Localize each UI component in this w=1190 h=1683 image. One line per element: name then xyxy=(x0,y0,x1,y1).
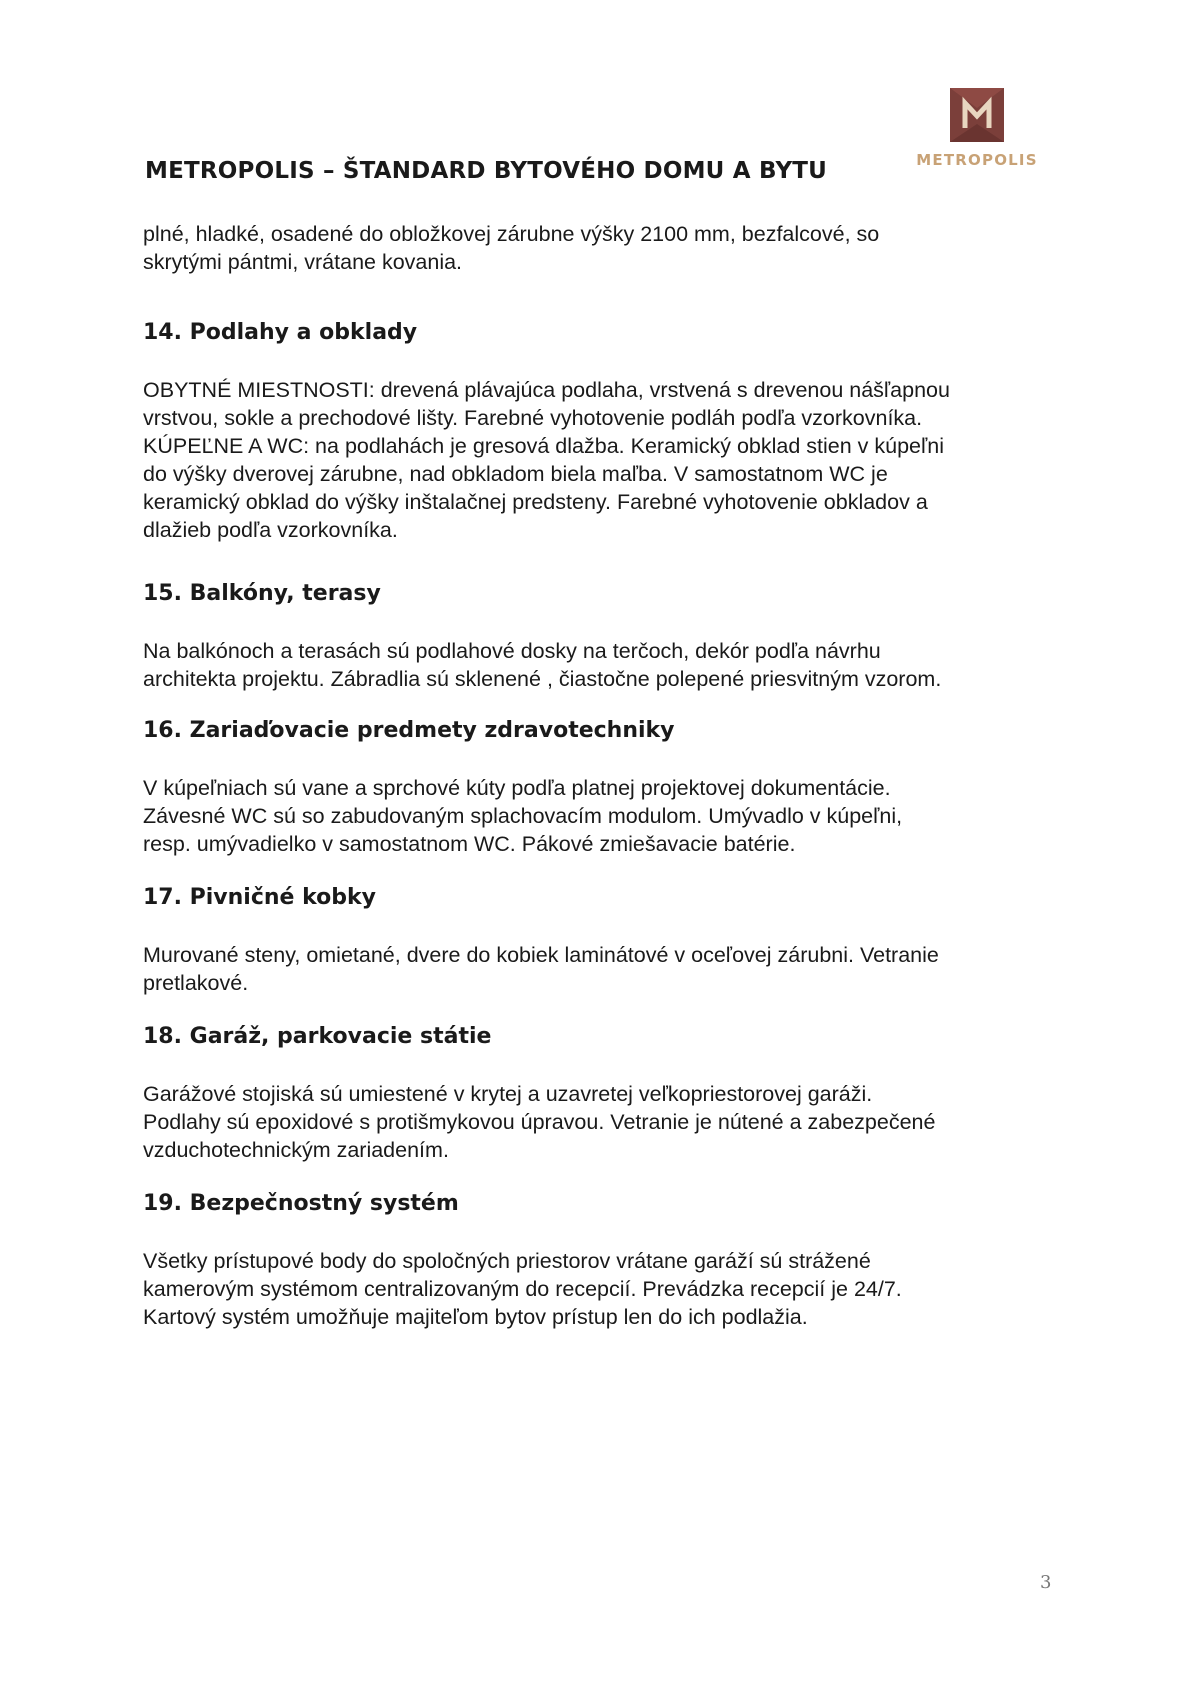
section-heading-14: 14. Podlahy a obklady xyxy=(143,320,418,345)
logo-m-icon xyxy=(950,88,1004,142)
intro-paragraph: plné, hladké, osadené do obložkovej zárubne výšky 2100 mm, bezfalcové, so skrytými pántmi, vrátane kovania. xyxy=(143,222,880,274)
section-text-14: OBYTNÉ MIESTNOSTI: drevená plávajúca podlaha, vrstvená s drevenou nášľapnou vrstvou, sokle a prechodové lišty. Farebné vyhotovenie podláh podľa vzorkovníka. KÚPEĽNE A WC: na podlahách je gresová dlažba. Keramický obklad stien v kúpeľni do výšky dverovej zárubne, nad obkladom biela maľba. V samostatnom WC je keramický obklad do výšky inštalačnej predsteny. Farebné vyhotovenie obkladov a dlažieb podľa vzorkovníka. xyxy=(143,378,950,542)
section-heading-18: 18. Garáž, parkovacie státie xyxy=(143,1024,492,1049)
section-text-15: Na balkónoch a terasách sú podlahové dosky na terčoch, dekór podľa návrhu architekta projektu. Zábradlia sú sklenené , čiastočne polepené priesvitným vzorom. xyxy=(143,639,942,691)
section-text-16: V kúpeľniach sú vane a sprchové kúty podľa platnej projektovej dokumentácie. Závesné WC sú so zabudovaným splachovacím modulom. Umývadlo v kúpeľni, resp. umývadielko v samostatnom WC. Pákové zmiešavacie batérie. xyxy=(143,776,903,856)
section-heading-19: 19. Bezpečnostný systém xyxy=(143,1191,459,1216)
page-number: 3 xyxy=(1040,1572,1052,1593)
metropolis-logo xyxy=(912,88,1042,169)
document-body xyxy=(143,220,1063,1331)
logo-wordmark: METROPOLIS xyxy=(916,151,1038,169)
section-heading-16: 16. Zariaďovacie predmety zdravotechniky xyxy=(143,718,675,743)
section-heading-15: 15. Balkóny, terasy xyxy=(143,581,381,606)
section-text-18: Garážové stojiská sú umiestené v krytej a uzavretej veľkopriestorovej garáži. Podlahy sú epoxidové s protišmykovou úpravou. Vetranie je nútené a zabezpečené vzduchotechnickým zariadením. xyxy=(143,1082,936,1162)
section-text-17: Murované steny, omietané, dvere do kobiek laminátové v oceľovej zárubni. Vetranie pretlakové. xyxy=(143,943,939,995)
section-heading-17: 17. Pivničné kobky xyxy=(143,885,376,910)
document-header-title: METROPOLIS – ŠTANDARD BYTOVÉHO DOMU A BYTU xyxy=(145,158,828,184)
section-text-19: Všetky prístupové body do spoločných priestorov vrátane garáží sú strážené kamerovým systémom centralizovaným do recepcií. Prevádzka recepcií je 24/7. Kartový systém umožňuje majiteľom bytov prístup len do ich podlažia. xyxy=(143,1249,902,1329)
